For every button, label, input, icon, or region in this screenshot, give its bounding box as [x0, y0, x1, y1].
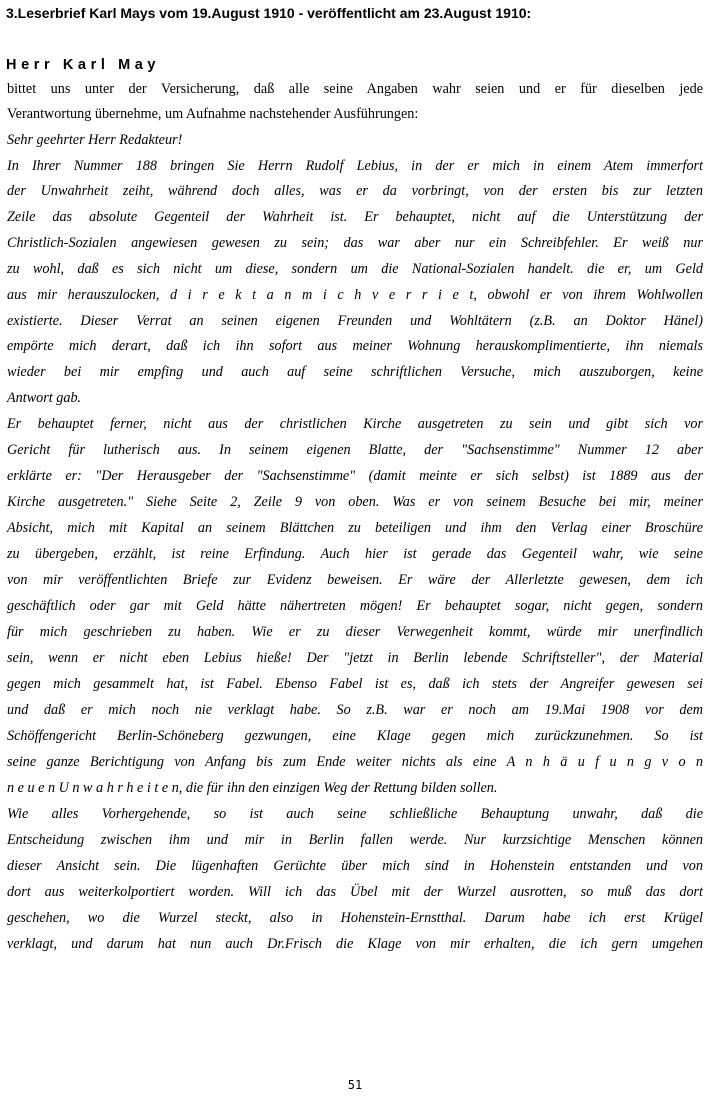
page-heading: 3.Leserbrief Karl Mays vom 19.August 1910 - veröffentlicht am 23.August 1910: — [6, 5, 532, 21]
intro-line: Verantwortung übernehme, um Aufnahme nachstehender Ausführungen: — [7, 106, 419, 122]
letter-line: Antwort gab. — [7, 390, 82, 406]
letter-line: Absicht, mich mit Kapital an seinem Blättchen zu beteiligen und ihm den Verlag einer Broschüre — [7, 520, 703, 536]
page-number: 51 — [347, 1078, 363, 1092]
letter-line: Er behauptet ferner, nicht aus der christlichen Kirche ausgetreten zu sein und gibt sich vor — [7, 416, 703, 432]
letter-line: Wie alles Vorhergehende, so ist auch seine schließliche Behauptung unwahr, daß die — [7, 806, 703, 822]
letter-line: dort aus weiterkolportiert worden. Will ich das Übel mit der Wurzel ausrotten, so muß das dort — [7, 884, 703, 900]
letter-line: empörte mich derart, daß ich ihn sofort aus meiner Wohnung herauskomplimentierte, ihn niemals — [7, 338, 703, 354]
letter-line: verklagt, und darum hat nun auch Dr.Frisch die Klage von mir erhalten, die ich gern umgehen — [7, 936, 703, 952]
letter-line: Schöffengericht Berlin-Schöneberg gezwungen, eine Klage gegen mich zurückzunehmen. So ist — [7, 728, 703, 744]
letter-line: Kirche ausgetreten." Siehe Seite 2, Zeile 9 von oben. Was er von seinem Besuche bei mir, meiner — [7, 494, 703, 510]
letter-line: seine ganze Berichtigung von Anfang bis zum Ende weiter nichts als eine A n h ä u f u n g v o n — [7, 754, 703, 770]
letter-line: gegen mich gesammelt hat, ist Fabel. Ebenso Fabel ist es, daß ich stets der Angreifer gewesen sei — [7, 676, 703, 692]
letter-line: In Ihrer Nummer 188 bringen Sie Herrn Rudolf Lebius, in der er mich in einem Atem immerfort — [7, 158, 703, 174]
letter-line: n e u e n U n w a h r h e i t e n, die für ihn den einzigen Weg der Rettung bilden sollen. — [7, 780, 498, 796]
intro-line: bittet uns unter der Versicherung, daß alle seine Angaben wahr seien und er für dieselben jede — [7, 81, 703, 97]
letter-line: aus mir herauszulocken, d i r e k t a n m i c h v e r r i e t, obwohl er von ihrem Wohlwollen — [7, 287, 703, 303]
letter-line: der Unwahrheit zeiht, während doch alles, was er da vorbringt, von der ersten bis zur letzten — [7, 183, 703, 199]
letter-line: Entscheidung zwischen ihm und mir in Berlin fallen werde. Nur kurzsichtige Menschen können — [7, 832, 703, 848]
letter-line: sein, wenn er nicht eben Lebius hieße! Der "jetzt in Berlin lebende Schriftsteller", der Material — [7, 650, 703, 666]
letter-line: zu wohl, daß es sich nicht um diese, sondern um die National-Sozialen handelt. die er, um Geld — [7, 261, 703, 277]
letter-line: geschäftlich oder gar mit Geld hätte nähertreten mögen! Er behauptet sogar, nicht gegen, sondern — [7, 598, 703, 614]
letter-line: Gericht für lutherisch aus. In seinem eigenen Blatte, der "Sachsenstimme" Nummer 12 aber — [7, 442, 703, 458]
letter-line: für mich geschrieben zu haben. Wie er zu dieser Verwegenheit kommt, würde mir unerfindlich — [7, 624, 703, 640]
letter-line: dieser Ansicht sein. Die lügenhaften Gerüchte über mich sind in Hohenstein entstanden und von — [7, 858, 703, 874]
letter-line: zu übergeben, erzählt, ist reine Erfindung. Auch hier ist gerade das Gegenteil wahr, wie seine — [7, 546, 703, 562]
letter-line: Zeile das absolute Gegenteil der Wahrheit ist. Er behauptet, nicht auf die Unterstützung der — [7, 209, 703, 225]
letter-salutation: Sehr geehrter Herr Redakteur! — [7, 132, 183, 148]
author-name: Herr Karl May — [6, 57, 161, 73]
letter-line: und daß er mich noch nie verklagt habe. So z.B. war er noch am 19.Mai 1908 vor dem — [7, 702, 703, 718]
letter-line: erklärte er: "Der Herausgeber der "Sachsenstimme" (damit meinte er sich selbst) ist 1889 aus der — [7, 468, 703, 484]
letter-line: existierte. Dieser Verrat an seinen eigenen Freunden und Wohltätern (z.B. an Doktor Hänel) — [7, 313, 703, 329]
letter-line: von mir veröffentlichten Briefe zur Evidenz beweisen. Er wäre der Allerletzte gewesen, dem ich — [7, 572, 703, 588]
letter-line: Christlich-Sozialen angewiesen gewesen zu sein; das war aber nur ein Schreibfehler. Er weiß nur — [7, 235, 703, 251]
letter-line: wieder bei mir empfing und auch auf seine schriftlichen Versuche, mich auszuborgen, keine — [7, 364, 703, 380]
letter-line: geschehen, wo die Wurzel steckt, also in Hohenstein-Ernstthal. Darum habe ich erst Krügel — [7, 910, 703, 926]
